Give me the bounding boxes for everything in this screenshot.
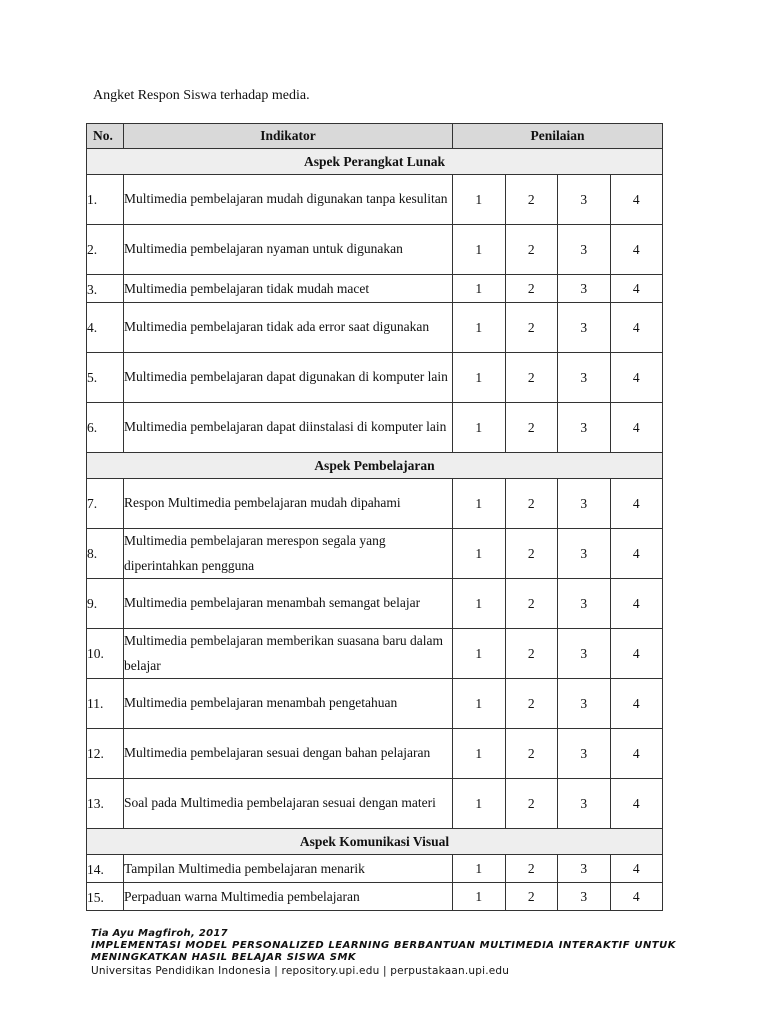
table-row: [87, 225, 663, 275]
score-option-1[interactable]: 1: [453, 175, 506, 225]
section-row: [87, 829, 663, 855]
score-option-2[interactable]: 2: [505, 353, 558, 403]
score-option-4[interactable]: 4: [610, 225, 663, 275]
score-option-1[interactable]: 1: [453, 479, 506, 529]
survey-body: [87, 149, 663, 911]
score-option-4[interactable]: 4: [610, 403, 663, 453]
score-option-2[interactable]: 2: [505, 679, 558, 729]
table-row: [87, 679, 663, 729]
score-option-1[interactable]: 1: [453, 883, 506, 911]
item-indicator: Multimedia pembelajaran nyaman untuk digunakan: [124, 225, 453, 275]
score-option-4[interactable]: 4: [610, 883, 663, 911]
score-option-3[interactable]: 3: [558, 883, 611, 911]
score-option-1[interactable]: 1: [453, 579, 506, 629]
score-option-3[interactable]: 3: [558, 855, 611, 883]
header-indicator: Indikator: [124, 124, 453, 149]
item-indicator: Multimedia pembelajaran tidak mudah macet: [124, 275, 453, 303]
section-title: Aspek Perangkat Lunak: [87, 149, 663, 175]
score-option-2[interactable]: 2: [505, 779, 558, 829]
score-option-1[interactable]: 1: [453, 303, 506, 353]
score-option-1[interactable]: 1: [453, 779, 506, 829]
table-row: [87, 403, 663, 453]
score-option-2[interactable]: 2: [505, 529, 558, 579]
score-option-3[interactable]: 3: [558, 225, 611, 275]
score-option-4[interactable]: 4: [610, 529, 663, 579]
score-option-4[interactable]: 4: [610, 579, 663, 629]
score-option-3[interactable]: 3: [558, 303, 611, 353]
item-number: 2.: [87, 225, 124, 275]
table-row: [87, 529, 663, 579]
score-option-2[interactable]: 2: [505, 225, 558, 275]
score-option-4[interactable]: 4: [610, 679, 663, 729]
score-option-1[interactable]: 1: [453, 679, 506, 729]
item-number: 13.: [87, 779, 124, 829]
table-row: [87, 303, 663, 353]
footer-author: Tia Ayu Magfiroh, 2017: [91, 928, 228, 939]
item-number: 4.: [87, 303, 124, 353]
score-option-4[interactable]: 4: [610, 855, 663, 883]
score-option-1[interactable]: 1: [453, 529, 506, 579]
score-option-4[interactable]: 4: [610, 779, 663, 829]
table-row: [87, 883, 663, 911]
table-row: [87, 275, 663, 303]
score-option-2[interactable]: 2: [505, 883, 558, 911]
score-option-1[interactable]: 1: [453, 353, 506, 403]
intro-text: Angket Respon Siswa terhadap media.: [93, 88, 310, 103]
header-rating: Penilaian: [453, 124, 663, 149]
item-number: 9.: [87, 579, 124, 629]
score-option-3[interactable]: 3: [558, 353, 611, 403]
score-option-4[interactable]: 4: [610, 175, 663, 225]
item-indicator: Soal pada Multimedia pembelajaran sesuai dengan materi: [124, 779, 453, 829]
survey-table: [86, 123, 663, 911]
item-indicator: Multimedia pembelajaran sesuai dengan bahan pelajaran: [124, 729, 453, 779]
score-option-4[interactable]: 4: [610, 629, 663, 679]
item-indicator: Tampilan Multimedia pembelajaran menarik: [124, 855, 453, 883]
section-row: [87, 149, 663, 175]
table-row: [87, 855, 663, 883]
item-number: 10.: [87, 629, 124, 679]
score-option-1[interactable]: 1: [453, 629, 506, 679]
table-header-row: [87, 124, 663, 149]
table-row: [87, 729, 663, 779]
score-option-1[interactable]: 1: [453, 729, 506, 779]
item-indicator: Respon Multimedia pembelajaran mudah dipahami: [124, 479, 453, 529]
footer-institution: Universitas Pendidikan Indonesia | repository.upi.edu | perpustakaan.upi.edu: [91, 965, 510, 977]
table-row: [87, 629, 663, 679]
item-indicator: Multimedia pembelajaran mudah digunakan tanpa kesulitan: [124, 175, 453, 225]
score-option-1[interactable]: 1: [453, 855, 506, 883]
score-option-2[interactable]: 2: [505, 579, 558, 629]
item-indicator: Multimedia pembelajaran dapat diinstalasi di komputer lain: [124, 403, 453, 453]
score-option-4[interactable]: 4: [610, 479, 663, 529]
score-option-2[interactable]: 2: [505, 303, 558, 353]
item-indicator: Multimedia pembelajaran menambah semangat belajar: [124, 579, 453, 629]
item-number: 14.: [87, 855, 124, 883]
score-option-4[interactable]: 4: [610, 353, 663, 403]
table-row: [87, 175, 663, 225]
page-footer: [91, 928, 676, 977]
score-option-4[interactable]: 4: [610, 303, 663, 353]
score-option-4[interactable]: 4: [610, 275, 663, 303]
score-option-2[interactable]: 2: [505, 403, 558, 453]
footer-thesis-title: IMPLEMENTASI MODEL PERSONALIZED LEARNING BERBANTUAN MULTIMEDIA INTERAKTIF UNTUK MENINGKATKAN HASIL BELAJAR SISWA SMK: [91, 940, 676, 963]
score-option-3[interactable]: 3: [558, 579, 611, 629]
table-row: [87, 353, 663, 403]
score-option-3[interactable]: 3: [558, 679, 611, 729]
score-option-2[interactable]: 2: [505, 175, 558, 225]
section-title: Aspek Pembelajaran: [87, 453, 663, 479]
table-row: [87, 579, 663, 629]
item-indicator: Multimedia pembelajaran menambah pengetahuan: [124, 679, 453, 729]
item-number: 1.: [87, 175, 124, 225]
score-option-2[interactable]: 2: [505, 275, 558, 303]
score-option-3[interactable]: 3: [558, 175, 611, 225]
score-option-3[interactable]: 3: [558, 403, 611, 453]
item-number: 6.: [87, 403, 124, 453]
item-number: 12.: [87, 729, 124, 779]
item-indicator: Multimedia pembelajaran dapat digunakan di komputer lain: [124, 353, 453, 403]
section-title: Aspek Komunikasi Visual: [87, 829, 663, 855]
score-option-4[interactable]: 4: [610, 729, 663, 779]
item-number: 8.: [87, 529, 124, 579]
score-option-2[interactable]: 2: [505, 629, 558, 679]
item-number: 15.: [87, 883, 124, 911]
item-indicator: Multimedia pembelajaran merespon segala yang diperintahkan pengguna: [124, 529, 453, 579]
score-option-1[interactable]: 1: [453, 403, 506, 453]
score-option-1[interactable]: 1: [453, 225, 506, 275]
table-row: [87, 779, 663, 829]
item-indicator: Multimedia pembelajaran memberikan suasana baru dalam belajar: [124, 629, 453, 679]
item-number: 3.: [87, 275, 124, 303]
item-number: 7.: [87, 479, 124, 529]
score-option-2[interactable]: 2: [505, 729, 558, 779]
score-option-3[interactable]: 3: [558, 275, 611, 303]
score-option-3[interactable]: 3: [558, 729, 611, 779]
score-option-1[interactable]: 1: [453, 275, 506, 303]
score-option-2[interactable]: 2: [505, 855, 558, 883]
item-number: 11.: [87, 679, 124, 729]
section-row: [87, 453, 663, 479]
score-option-3[interactable]: 3: [558, 479, 611, 529]
score-option-3[interactable]: 3: [558, 629, 611, 679]
item-indicator: Perpaduan warna Multimedia pembelajaran: [124, 883, 453, 911]
item-number: 5.: [87, 353, 124, 403]
table-row: [87, 479, 663, 529]
item-indicator: Multimedia pembelajaran tidak ada error saat digunakan: [124, 303, 453, 353]
header-no: No.: [87, 124, 124, 149]
score-option-3[interactable]: 3: [558, 779, 611, 829]
score-option-3[interactable]: 3: [558, 529, 611, 579]
score-option-2[interactable]: 2: [505, 479, 558, 529]
